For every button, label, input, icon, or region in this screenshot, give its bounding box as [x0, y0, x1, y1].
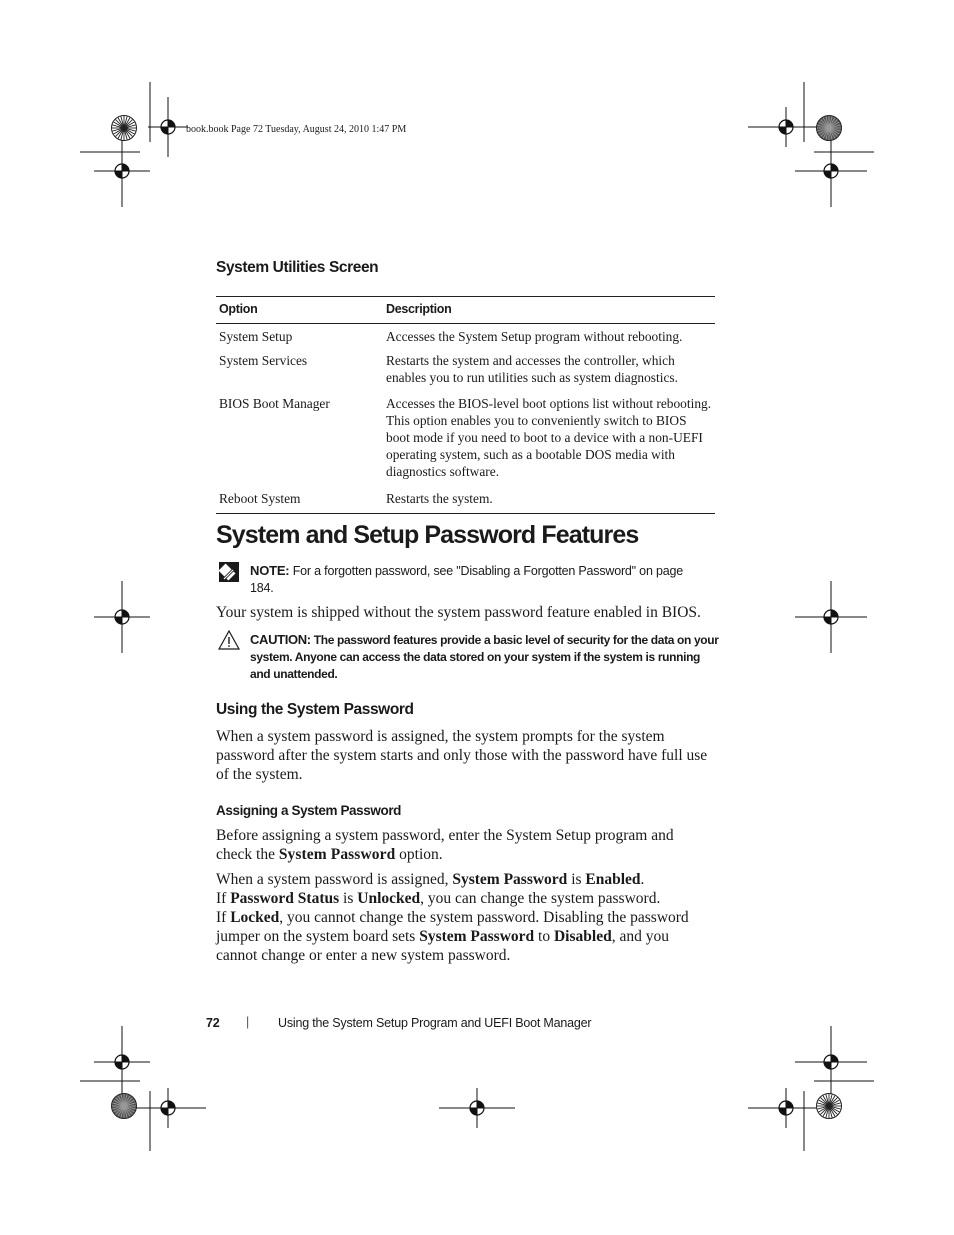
row-description: Restarts the system and accesses the controller, which enables you to run utilities such as system diagnostics.	[386, 353, 678, 385]
printer-color-wheel-icon	[817, 1094, 842, 1119]
print-slug: book.book Page 72 Tuesday, August 24, 2010 1:47 PM	[186, 124, 407, 135]
registration-mark-icon	[94, 1026, 150, 1098]
setting-value: Enabled	[585, 871, 641, 888]
table-row	[216, 349, 715, 392]
intro-paragraph: Your system is shipped without the system password feature enabled in BIOS.	[216, 604, 701, 621]
pencil-note-icon	[218, 561, 240, 583]
assigning-paragraph-2	[216, 870, 711, 965]
registration-mark-icon	[94, 135, 150, 207]
section-heading-assigning-password: Assigning a System Password	[216, 803, 402, 818]
text-run: .	[640, 871, 645, 888]
text-run: When a system password is assigned,	[216, 871, 453, 888]
row-option: Reboot System	[219, 491, 301, 506]
row-option: System Services	[219, 353, 308, 368]
table-header-row	[216, 297, 715, 324]
section-heading-password-features: System and Setup Password Features	[216, 521, 639, 549]
printer-color-wheel-icon	[112, 116, 137, 141]
registration-mark-icon	[130, 1088, 206, 1128]
registration-mark-icon	[795, 1026, 867, 1098]
table-row	[216, 487, 715, 513]
caution-block	[250, 631, 720, 683]
row-description: Accesses the System Setup program without rebooting.	[386, 329, 683, 344]
registration-mark-icon	[795, 135, 867, 207]
registration-mark-icon	[148, 97, 188, 157]
registration-mark-icon	[748, 1088, 824, 1128]
page-number: 72	[206, 1016, 220, 1030]
note-block	[250, 562, 700, 597]
column-header-option: Option	[219, 302, 258, 316]
caution-label: CAUTION:	[250, 632, 311, 647]
setting-value: Disabled	[553, 928, 612, 945]
text-run: , and you cannot change or enter a new system password.	[216, 928, 669, 964]
note-label: NOTE:	[250, 563, 290, 578]
row-description: Restarts the system.	[386, 491, 493, 506]
caution-text: The password features provide a basic level of security for the data on your system. Anyone can access the data stored on your system if the system is running and unattended.	[250, 633, 719, 681]
table-row	[216, 324, 715, 350]
setting-name: System Password	[419, 928, 535, 945]
text-run: If	[216, 890, 231, 907]
assigning-paragraph-1	[216, 826, 711, 864]
text-run: Before assigning a system password, enter the System Setup program and check the	[216, 827, 674, 863]
caution-triangle-icon	[218, 630, 240, 650]
using-password-paragraph: When a system password is assigned, the system prompts for the system password after the system starts and only those with the password have full use of the system.	[216, 728, 708, 783]
footer-separator: |	[246, 1015, 250, 1029]
option-name: System Password	[278, 846, 396, 863]
options-table	[216, 296, 715, 514]
row-description: Accesses the BIOS-level boot options list without rebooting. This option enables you to conveniently switch to BIOS boot mode if you need to boot to a device with a non-UEFI operating system, such as a bootable DOS media with diagnostics software.	[386, 396, 712, 479]
setting-name: Password Status	[230, 890, 340, 907]
text-run: , you cannot change the system password. Disabling the password jumper on the system board sets	[216, 909, 689, 945]
section-heading-system-utilities: System Utilities Screen	[216, 259, 379, 276]
text-run: is	[567, 871, 586, 888]
footer-chapter-title: Using the System Setup Program and UEFI Boot Manager	[278, 1016, 592, 1030]
section-heading-using-system-password: Using the System Password	[216, 701, 414, 718]
text-run: is	[339, 890, 358, 907]
setting-name: System Password	[452, 871, 568, 888]
row-option: BIOS Boot Manager	[219, 396, 330, 411]
table-row	[216, 392, 715, 487]
row-option: System Setup	[219, 329, 293, 344]
setting-value: Unlocked	[357, 890, 421, 907]
registration-mark-icon	[795, 581, 867, 653]
printer-color-wheel-icon	[817, 116, 842, 141]
text-run: , you can change the system password.	[420, 890, 661, 907]
column-header-description: Description	[386, 302, 452, 316]
text-run: option.	[395, 846, 443, 863]
note-text: For a forgotten password, see "Disabling a Forgotten Password" on page 184.	[250, 564, 683, 595]
setting-value: Locked	[230, 909, 280, 926]
text-run: to	[534, 928, 554, 945]
registration-mark-icon	[94, 581, 150, 653]
text-run: If	[216, 909, 231, 926]
registration-mark-icon	[748, 107, 824, 147]
printer-color-wheel-icon	[112, 1094, 137, 1119]
registration-mark-icon	[439, 1088, 515, 1128]
